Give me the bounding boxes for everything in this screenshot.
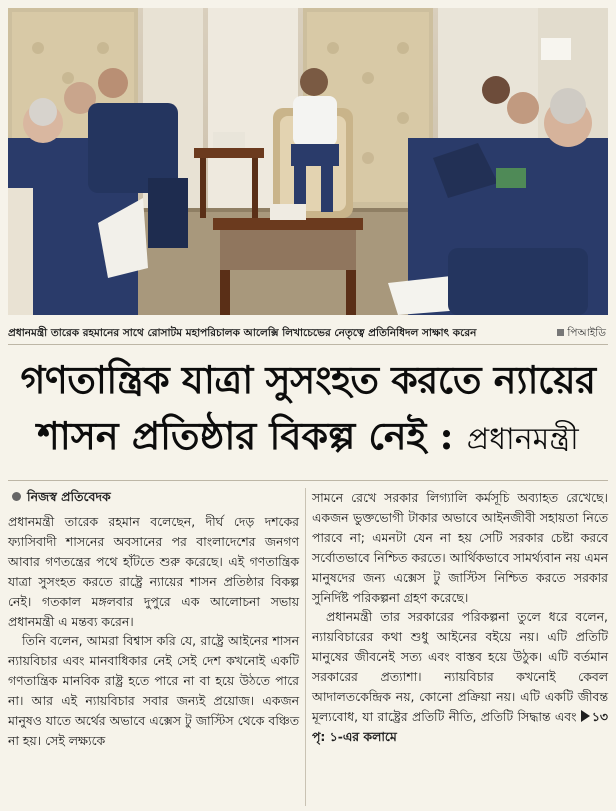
photo-caption xyxy=(8,322,608,345)
news-photo xyxy=(8,8,608,315)
paragraph: সামনে রেখে সরকার লিগ্যালি কর্মসূচি অব্যাহত রেখেছে। একজন ভুক্তভোগী টাকার অভাবে আইনজীবী সহায়তা নিতে পারবে না; এমনটা যেন না হয় সেটি সরকার চেষ্টা করবে সর্বোতভাবে নিশ্চিত করতে। আর্থিকভাবে সামর্থ্যবান নয় এমন মানুষদের জন্য এক্সেস টু জাস্টিস নিশ্চিত করতে সরকার সুনির্দিষ্ট পরিকল্পনা গ্রহণ করেছে। xyxy=(312,490,608,605)
byline-bullet-icon xyxy=(12,492,21,501)
byline-text: নিজস্ব প্রতিবেদক xyxy=(27,489,111,504)
headline xyxy=(8,352,608,468)
headline-line-2-main: শাসন প্রতিষ্ঠার বিকল্প নেই : xyxy=(37,413,454,458)
photo-credit xyxy=(557,322,608,344)
column-divider xyxy=(305,488,306,806)
continued-text: ১৩ পৃ: ১-এর কলামে xyxy=(312,708,608,744)
credit-square-icon xyxy=(557,329,564,336)
credit-text: পিআইডি xyxy=(567,327,606,339)
paragraph-text: প্রধানমন্ত্রী তার সরকারের পরিকল্পনা তুলে ধরে বলেন, ন্যায়বিচারের কথা শুধু আইনের বইয়ে নয়। এটি প্রতিটি মানুষের জীবনেই সত্য এবং বাস্তব হয়ে উঠুক। এটি বর্তমান সরকারের প্রত্যাশা। ন্যায়বিচার কখনোই কেবল আদালতকেন্দ্রিক নয়, কোনো প্রক্রিয়া নয়। এটি একটি জীবন্ত মূল্যবোধ, যা রাষ্ট্রের প্রতিটি নীতি, প্রতিটি সিদ্ধান্ত এবং xyxy=(312,609,608,724)
headline-line-1: গণতান্ত্রিক যাত্রা সুসংহত করতে ন্যায়ের xyxy=(20,357,596,402)
paragraph: তিনি বলেন, আমরা বিশ্বাস করি যে, রাষ্ট্রে আইনের শাসন ন্যায়বিচার এবং মানবাধিকার নেই সেই দেশ কখনোই একটি গণতান্ত্রিক মানবিক রাষ্ট্র হতে পারে না বা হয়ে উঠতে পারে না। আর এই ন্যায়বিচার সবার জন্যই প্রয়োজ। একজন মানুষও যাতে অর্থের অভাবে এক্সেস টু জাস্টিস থেকে বঞ্চিত না হয়। সেই লক্ষ্যকে xyxy=(8,633,299,748)
paragraph: প্রধানমন্ত্রী তারেক রহমান বলেছেন, দীর্ঘ দেড় দশকের ফ্যাসিবাদী শাসনের অবসানের পর বাংলাদেশের জনগণ আবার গণতন্ত্রের পথে হাঁটতে শুরু করেছে। এই গণতান্ত্রিক যাত্রা সুসংহত করতে রাষ্ট্রে ন্যায়ের শাসন প্রতিষ্ঠার বিকল্প নেই। গতকাল মঙ্গলবার দুপুরে এক আলোচনা সভায় প্রধানমন্ত্রী এ মন্তব্য করেন। xyxy=(8,514,299,629)
article-column-left xyxy=(8,488,299,751)
article-column-right xyxy=(312,488,608,747)
section-rule xyxy=(8,480,608,481)
byline xyxy=(8,488,299,508)
headline-speaker: প্রধানমন্ত্রী xyxy=(466,422,579,457)
arrow-right-icon xyxy=(581,710,590,722)
headline-line-2 xyxy=(8,408,608,468)
paragraph xyxy=(312,607,608,746)
caption-text: প্রধানমন্ত্রী তারেক রহমানের সাথে রোসাটম মহাপরিচালক আলেক্সি লিখাচেভের নেতৃত্বে প্রতিনিধিদল সাক্ষাৎ করেন xyxy=(8,327,477,339)
